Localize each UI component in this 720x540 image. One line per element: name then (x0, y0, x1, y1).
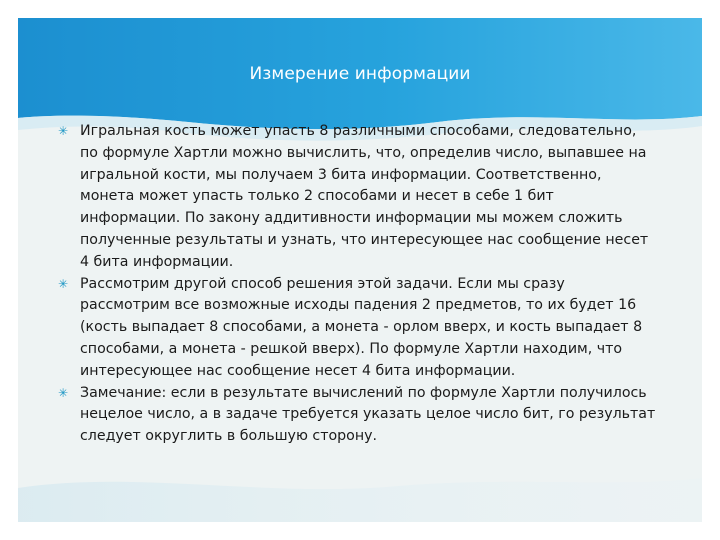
asterisk-bullet-icon: ✳ (58, 276, 69, 291)
bullet-item-1 (56, 121, 656, 274)
bullet-text: Замечание: если в результате вычислений по формуле Хартли получилось нецелое число, а в задаче требуется указать целое число бит, го результат следует округлить в большую сторону. (80, 384, 656, 445)
bullet-list (56, 121, 656, 448)
asterisk-bullet-icon: ✳ (58, 385, 69, 400)
asterisk-bullet-icon: ✳ (58, 124, 69, 138)
slide-title: Измерение информации (249, 64, 471, 84)
bullet-item-3 (56, 383, 656, 448)
bullet-text: Игральная кость может упасть 8 различными способами, следовательно, по формуле Хартли можно вычислить, что, определив число, выпавшее на игральной кости, мы получаем 3 бита информации. Соответственно, монета может упасть только 2 способами и несет в себе 1 бит информации. По закону аддитивности информации мы можем сложить полученные результаты и узнать, что интересующее нас сообщение несет 4 бита информации. (80, 123, 649, 270)
bullet-item-2 (56, 274, 656, 383)
bullet-text: Рассмотрим другой способ решения этой задачи. Если мы сразу рассмотрим все возможные исходы падения 2 предметов, то их будет 16 (кость выпадает 8 способами, а монета - орлом вверх, и кость выпадает 8 способами, а монета - решкой вверх). По формуле Хартли находим, что интересующее нас сообщение несет 4 бита информации. (80, 275, 643, 379)
